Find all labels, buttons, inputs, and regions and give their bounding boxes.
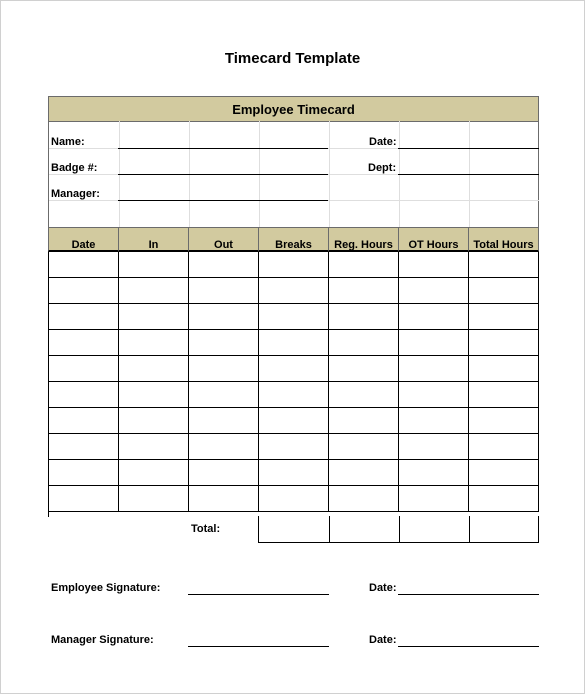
column-header-ot-hours: OT Hours <box>399 227 469 252</box>
table-cell[interactable] <box>49 356 119 382</box>
column-header-out: Out <box>189 227 259 252</box>
column-header-date: Date <box>48 227 119 252</box>
table-cell[interactable] <box>49 278 119 304</box>
table-cell[interactable] <box>119 252 189 278</box>
table-cell[interactable] <box>119 434 189 460</box>
table-cell[interactable] <box>119 278 189 304</box>
table-cell[interactable] <box>469 304 539 330</box>
table-cell[interactable] <box>49 460 119 486</box>
table-cell[interactable] <box>259 408 329 434</box>
table-cell[interactable] <box>329 486 399 512</box>
table-cell[interactable] <box>49 252 119 278</box>
table-cell[interactable] <box>469 460 539 486</box>
table-cell[interactable] <box>119 486 189 512</box>
table-row <box>49 486 539 512</box>
manager-label: Manager: <box>51 188 100 200</box>
table-cell[interactable] <box>469 408 539 434</box>
name-field[interactable] <box>118 148 328 149</box>
table-cell[interactable] <box>259 434 329 460</box>
table-cell[interactable] <box>259 356 329 382</box>
table-cell[interactable] <box>259 382 329 408</box>
table-cell[interactable] <box>189 486 259 512</box>
timecard-header: Employee Timecard <box>48 96 539 122</box>
table-cell[interactable] <box>259 304 329 330</box>
total-row <box>258 516 539 543</box>
table-cell[interactable] <box>329 356 399 382</box>
table-row <box>49 304 539 330</box>
manager-field[interactable] <box>118 200 328 201</box>
table-cell[interactable] <box>329 330 399 356</box>
table-cell[interactable] <box>469 486 539 512</box>
table-cell[interactable] <box>189 252 259 278</box>
table-cell[interactable] <box>189 460 259 486</box>
manager-signature-label: Manager Signature: <box>51 634 154 646</box>
table-cell[interactable] <box>189 278 259 304</box>
table-cell[interactable] <box>399 278 469 304</box>
table-cell[interactable] <box>119 382 189 408</box>
table-row <box>49 460 539 486</box>
table-cell[interactable] <box>399 486 469 512</box>
total-label: Total: <box>191 523 221 535</box>
table-cell[interactable] <box>329 460 399 486</box>
table-cell[interactable] <box>469 434 539 460</box>
table-cell[interactable] <box>469 356 539 382</box>
column-header-total-hours: Total Hours <box>469 227 539 252</box>
table-row <box>49 382 539 408</box>
divider <box>329 516 330 542</box>
timecard-table <box>48 252 539 517</box>
divider <box>399 516 400 542</box>
table-cell[interactable] <box>399 382 469 408</box>
table-cell[interactable] <box>49 330 119 356</box>
table-cell[interactable] <box>119 330 189 356</box>
table-cell[interactable] <box>259 278 329 304</box>
badge-field[interactable] <box>118 174 328 175</box>
table-cell[interactable] <box>189 330 259 356</box>
manager-signature-date-label: Date: <box>369 634 397 646</box>
column-header-reg-hours: Reg. Hours <box>329 227 399 252</box>
badge-label: Badge #: <box>51 162 98 174</box>
table-cell[interactable] <box>189 382 259 408</box>
table-cell[interactable] <box>119 408 189 434</box>
table-cell[interactable] <box>259 460 329 486</box>
employee-signature-date-label: Date: <box>369 582 397 594</box>
table-cell[interactable] <box>399 356 469 382</box>
table-cell[interactable] <box>49 382 119 408</box>
table-row <box>49 252 539 278</box>
table-row <box>49 278 539 304</box>
table-cell[interactable] <box>399 330 469 356</box>
table-cell[interactable] <box>469 330 539 356</box>
manager-signature-date-field[interactable] <box>398 646 539 647</box>
table-cell[interactable] <box>49 408 119 434</box>
table-cell[interactable] <box>399 460 469 486</box>
page-title: Timecard Template <box>224 50 361 67</box>
table-cell[interactable] <box>329 278 399 304</box>
date-field[interactable] <box>398 148 539 149</box>
dept-label: Dept: <box>368 162 397 174</box>
table-cell[interactable] <box>49 434 119 460</box>
table-cell[interactable] <box>259 486 329 512</box>
table-cell[interactable] <box>469 252 539 278</box>
column-header-in: In <box>119 227 189 252</box>
table-cell[interactable] <box>259 330 329 356</box>
name-label: Name: <box>51 136 85 148</box>
table-cell[interactable] <box>189 304 259 330</box>
employee-signature-label: Employee Signature: <box>51 582 161 594</box>
table-cell[interactable] <box>399 252 469 278</box>
table-cell[interactable] <box>189 356 259 382</box>
employee-signature-date-field[interactable] <box>398 594 539 595</box>
dept-field[interactable] <box>398 174 539 175</box>
table-row <box>49 434 539 460</box>
table-cell[interactable] <box>189 408 259 434</box>
table-cell[interactable] <box>259 252 329 278</box>
table-cell[interactable] <box>49 304 119 330</box>
table-cell[interactable] <box>329 382 399 408</box>
divider <box>469 516 470 542</box>
table-row <box>49 356 539 382</box>
table-cell[interactable] <box>119 460 189 486</box>
table-cell[interactable] <box>329 304 399 330</box>
table-cell[interactable] <box>469 278 539 304</box>
table-cell[interactable] <box>189 434 259 460</box>
table-cell[interactable] <box>469 382 539 408</box>
manager-signature-field[interactable] <box>188 646 329 647</box>
table-cell[interactable] <box>119 304 189 330</box>
table-row <box>49 330 539 356</box>
table-cell[interactable] <box>399 304 469 330</box>
table-cell[interactable] <box>399 434 469 460</box>
table-cell[interactable] <box>399 408 469 434</box>
table-row <box>49 408 539 434</box>
date-label: Date: <box>369 136 397 148</box>
table-cell[interactable] <box>329 252 399 278</box>
employee-signature-field[interactable] <box>188 594 329 595</box>
table-cell[interactable] <box>329 434 399 460</box>
column-header-breaks: Breaks <box>259 227 329 252</box>
table-cell[interactable] <box>329 408 399 434</box>
table-cell[interactable] <box>49 486 119 512</box>
table-cell[interactable] <box>119 356 189 382</box>
